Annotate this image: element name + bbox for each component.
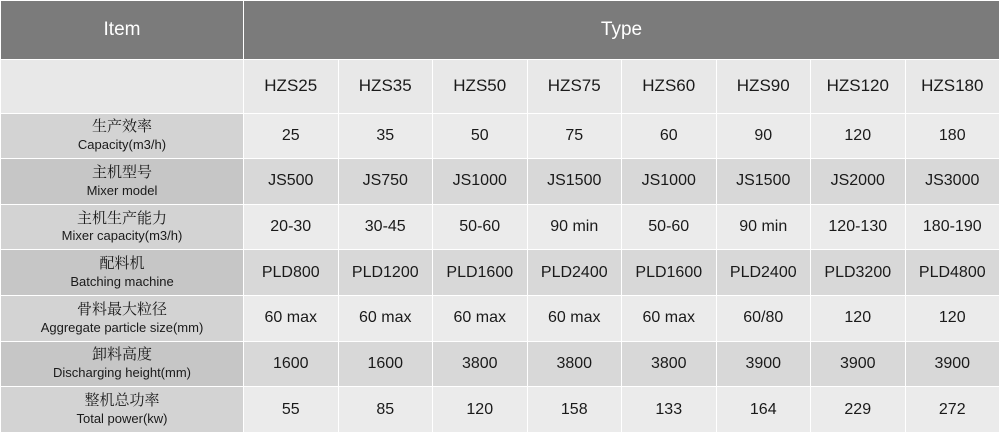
- model-name-cell: HZS35: [338, 59, 433, 113]
- data-cell: 75: [527, 113, 622, 159]
- data-cell: 90 min: [527, 204, 622, 250]
- row-label-en: Mixer model: [86, 182, 158, 198]
- data-cell: JS750: [338, 159, 433, 205]
- data-cell: 90 min: [716, 204, 811, 250]
- data-cell: 3900: [811, 341, 906, 387]
- table-row: [1, 113, 1000, 159]
- row-label-en: Discharging height(mm): [53, 365, 191, 381]
- model-name-cell: HZS50: [433, 59, 528, 113]
- data-cell: 55: [244, 387, 339, 433]
- row-label: [1, 341, 244, 387]
- data-cell: PLD800: [244, 250, 339, 296]
- row-label-en: Total power(kw): [76, 410, 168, 426]
- row-label: [1, 387, 244, 433]
- data-cell: 35: [338, 113, 433, 159]
- data-cell: PLD1600: [433, 250, 528, 296]
- data-cell: JS1500: [527, 159, 622, 205]
- data-cell: 3800: [433, 341, 528, 387]
- row-label: [1, 159, 244, 205]
- data-cell: 229: [811, 387, 906, 433]
- row-label-cn: 整机总功率: [84, 392, 160, 410]
- data-cell: 60 max: [338, 296, 433, 342]
- data-cell: 50: [433, 113, 528, 159]
- row-label-cn: 骨料最大粒径: [76, 300, 167, 318]
- data-cell: 120: [433, 387, 528, 433]
- row-label-cn: 卸料高度: [91, 346, 152, 364]
- data-cell: 20-30: [244, 204, 339, 250]
- header-type-cell: Type: [244, 1, 1000, 60]
- row-label-cn: 配料机: [99, 255, 145, 273]
- data-cell: PLD2400: [527, 250, 622, 296]
- data-cell: 120-130: [811, 204, 906, 250]
- data-cell: PLD4800: [905, 250, 1000, 296]
- data-cell: 85: [338, 387, 433, 433]
- data-cell: 60 max: [622, 296, 717, 342]
- data-cell: 272: [905, 387, 1000, 433]
- data-cell: 158: [527, 387, 622, 433]
- row-label: [1, 250, 244, 296]
- model-name-cell: HZS120: [811, 59, 906, 113]
- model-name-cell: HZS90: [716, 59, 811, 113]
- row-label-cn: 主机型号: [91, 163, 152, 181]
- data-cell: PLD3200: [811, 250, 906, 296]
- row-label-en: Mixer capacity(m3/h): [61, 228, 183, 244]
- row-label: [1, 204, 244, 250]
- data-cell: JS2000: [811, 159, 906, 205]
- data-cell: 180-190: [905, 204, 1000, 250]
- data-cell: JS1000: [622, 159, 717, 205]
- data-cell: 1600: [338, 341, 433, 387]
- data-cell: 60 max: [433, 296, 528, 342]
- data-cell: 60/80: [716, 296, 811, 342]
- row-label: [1, 113, 244, 159]
- data-cell: 30-45: [338, 204, 433, 250]
- model-name-cell: HZS75: [527, 59, 622, 113]
- row-label-en: Batching machine: [70, 273, 174, 289]
- row-label-en: Capacity(m3/h): [77, 137, 167, 153]
- data-cell: 60 max: [244, 296, 339, 342]
- model-row-spacer: [1, 59, 244, 113]
- data-cell: 3800: [527, 341, 622, 387]
- row-label-en: Aggregate particle size(mm): [40, 319, 204, 335]
- table-header-row: [1, 1, 1000, 60]
- table-row: [1, 250, 1000, 296]
- data-cell: 50-60: [622, 204, 717, 250]
- table-row: [1, 204, 1000, 250]
- data-cell: 3900: [905, 341, 1000, 387]
- data-cell: JS1000: [433, 159, 528, 205]
- data-cell: PLD2400: [716, 250, 811, 296]
- data-cell: JS500: [244, 159, 339, 205]
- model-name-cell: HZS60: [622, 59, 717, 113]
- data-cell: 120: [905, 296, 1000, 342]
- model-names-row: [1, 59, 1000, 113]
- row-label-cn: 主机生产能力: [76, 209, 167, 227]
- data-cell: 3800: [622, 341, 717, 387]
- data-cell: 60 max: [527, 296, 622, 342]
- data-cell: 120: [811, 296, 906, 342]
- data-cell: 25: [244, 113, 339, 159]
- data-cell: 60: [622, 113, 717, 159]
- table-row: [1, 159, 1000, 205]
- data-cell: 1600: [244, 341, 339, 387]
- data-cell: JS1500: [716, 159, 811, 205]
- model-name-cell: HZS180: [905, 59, 1000, 113]
- header-item-cell: Item: [1, 1, 244, 60]
- data-cell: 3900: [716, 341, 811, 387]
- data-cell: PLD1600: [622, 250, 717, 296]
- table-row: [1, 387, 1000, 433]
- table-row: [1, 296, 1000, 342]
- row-label: [1, 296, 244, 342]
- data-cell: 133: [622, 387, 717, 433]
- model-name-cell: HZS25: [244, 59, 339, 113]
- data-cell: 120: [811, 113, 906, 159]
- data-cell: JS3000: [905, 159, 1000, 205]
- row-label-cn: 生产效率: [91, 118, 152, 136]
- data-cell: 90: [716, 113, 811, 159]
- data-cell: 164: [716, 387, 811, 433]
- data-cell: 50-60: [433, 204, 528, 250]
- data-cell: 180: [905, 113, 1000, 159]
- data-cell: PLD1200: [338, 250, 433, 296]
- table-row: [1, 341, 1000, 387]
